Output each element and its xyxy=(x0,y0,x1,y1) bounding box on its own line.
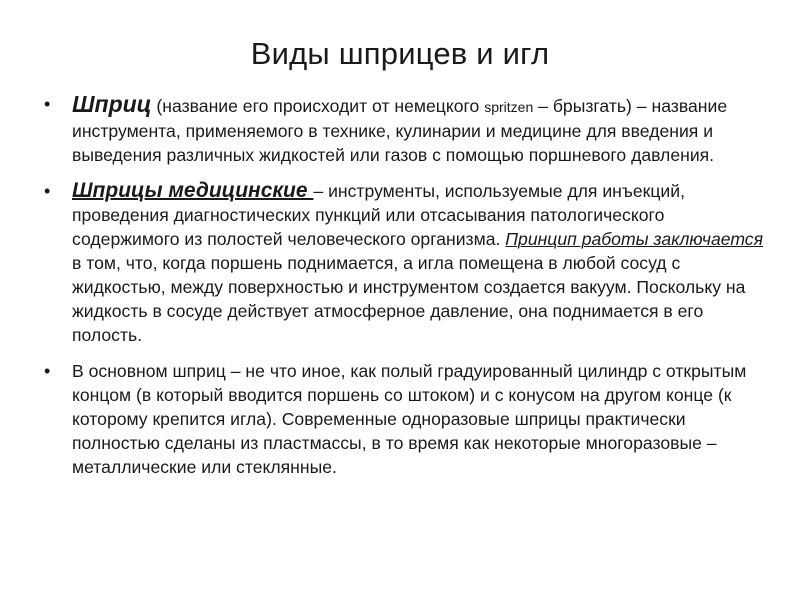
bullet-list xyxy=(40,92,768,491)
bullet-text: – инструменты, используемые для инъекций, проведения диагностических пункций или отсасывания патологического содержимого из полостей человеческого организма. xyxy=(72,181,685,249)
slide-title: Виды шприцев и игл xyxy=(250,36,550,71)
bullet-text: – брызгать) – название инструмента, применяемого в технике, кулинарии и медицине для введения и выведения различных жидкостей или газов с помощью поршневого давления. xyxy=(72,96,728,165)
bullet-syringe-definition xyxy=(40,92,768,167)
bullet-text: В основном шприц – не что иное, как полый градуированный цилиндр с открытым концом (в который вводится поршень со штоком) и с конусом на другом конце (к которому крепится игла). Современные одноразовые шприцы практически полностью сделаны из пластмассы, в то время как некоторые многоразовые – металлические или стеклянные. xyxy=(72,361,747,477)
foreign-word: spritzen xyxy=(484,99,534,115)
bullet-medical-syringes xyxy=(40,179,768,347)
bullet-text: (название его происходит от немецкого xyxy=(151,96,485,116)
term-syringe: Шприц xyxy=(72,91,152,117)
bullet-text: в том, что, когда поршень поднимается, а игла помещена в любой сосуд с жидкостью, между поверхностью и инструментом создается вакуум. Поскольку на жидкость в сосуде действует атмосферное давление, она поднимается в его полость. xyxy=(72,253,746,345)
working-principle-phrase: Принцип работы заключается xyxy=(505,229,764,249)
bullet-syringe-structure xyxy=(40,359,768,479)
term-medical-syringes: Шприцы медицинские xyxy=(72,179,314,202)
